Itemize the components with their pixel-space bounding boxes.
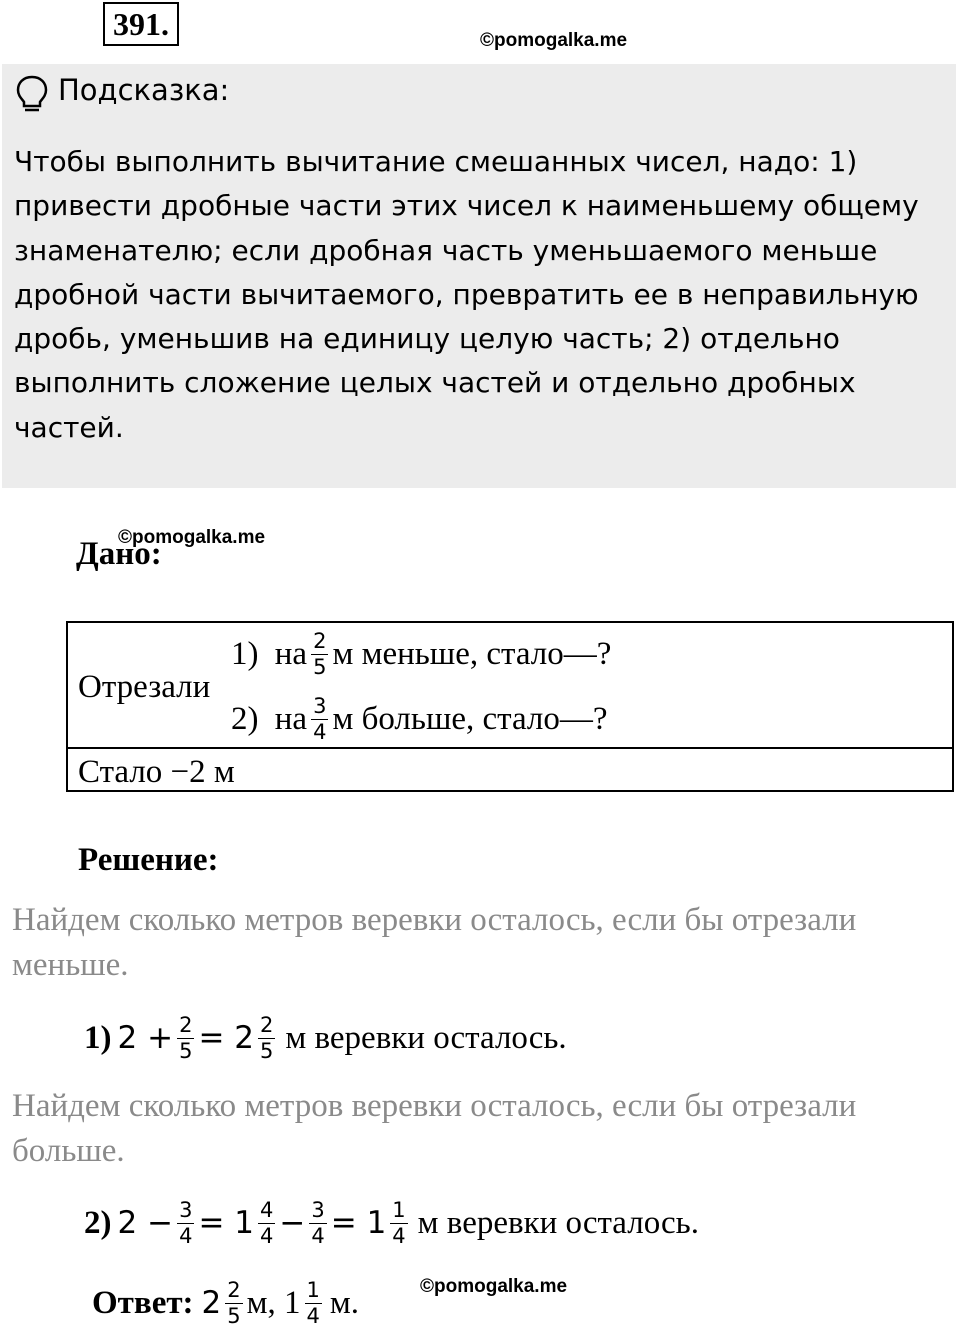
- fraction: $\frac{1}{4}$: [306, 1277, 320, 1328]
- item-2-number: 2): [231, 701, 259, 737]
- step-2-equation: [84, 1190, 699, 1256]
- answer-label: Ответ:: [92, 1284, 194, 1321]
- fraction: $\frac{2}{5}$: [227, 1277, 241, 1328]
- watermark-top: ©pomogalka.me: [480, 30, 628, 51]
- step-1-explanation: Найдем сколько метров веревки осталось, если бы отрезали меньше.: [12, 902, 857, 983]
- fraction: $\frac{3}{4}$: [313, 694, 327, 744]
- fraction: $\frac{1}{4}$: [392, 1197, 406, 1248]
- step-1-label: 1): [84, 1019, 112, 1056]
- lightbulb-icon: [14, 74, 50, 119]
- table-divider: [68, 747, 952, 749]
- step-1-equation: [84, 1005, 567, 1071]
- task-number: 391.: [103, 2, 179, 46]
- math-term: = 1: [330, 1205, 387, 1241]
- item-2-pre: на: [274, 701, 308, 737]
- math-term: = 1: [198, 1205, 254, 1241]
- fraction: $\frac{2}{5}$: [260, 1012, 274, 1063]
- given-item-2: [231, 696, 608, 743]
- math-term: −: [279, 1205, 306, 1241]
- solution-heading: Решение:: [78, 842, 219, 878]
- step-2-explanation: Найдем сколько метров веревки осталось, если бы отрезали больше.: [12, 1088, 857, 1169]
- hint-title: Подсказка:: [58, 73, 230, 107]
- math-term: = 2: [198, 1020, 254, 1056]
- watermark-bottom: ©pomogalka.me: [420, 1276, 568, 1297]
- math-term: 2 +: [117, 1020, 174, 1056]
- fraction: $\frac{3}{4}$: [179, 1197, 193, 1248]
- cut-label: Отрезали: [78, 669, 211, 705]
- given-table: [66, 621, 954, 792]
- item-1-pre: на: [274, 636, 308, 672]
- fraction: $\frac{4}{4}$: [260, 1197, 274, 1248]
- step-1-tail: м веревки осталось.: [285, 1019, 567, 1056]
- hint-text: Чтобы выполнить вычитание смешанных чисел, надо: 1) привести дробные части этих чисел к наименьшему общему знаменателю; если дробная часть уменьшаемого меньше дробной части вычитаемого, превратить ее в неправильную дробь, уменьшив на единицу целую часть; 2) отдельно выполнить сложение целых частей и отдельно дробных частей.: [14, 145, 919, 444]
- remaining-row: Стало −2 м: [78, 754, 235, 790]
- answer-tail: м.: [329, 1284, 360, 1321]
- given-item-1: [231, 631, 611, 678]
- item-2-post: м больше, стало—?: [332, 701, 608, 737]
- item-1-number: 1): [231, 636, 259, 672]
- fraction: $\frac{3}{4}$: [311, 1197, 325, 1248]
- answer-line: [92, 1272, 359, 1334]
- math-term: 2: [201, 1285, 222, 1321]
- watermark-middle: ©pomogalka.me: [118, 527, 266, 548]
- given-heading: Дано:: [76, 536, 162, 572]
- fraction: $\frac{2}{5}$: [313, 629, 327, 679]
- item-1-post: м меньше, стало—?: [332, 636, 612, 672]
- fraction: $\frac{2}{5}$: [179, 1012, 193, 1063]
- answer-separator: м, 1: [246, 1284, 301, 1321]
- step-2-label: 2): [84, 1204, 112, 1241]
- math-term: 2 −: [117, 1205, 174, 1241]
- step-2-tail: м веревки осталось.: [417, 1204, 699, 1241]
